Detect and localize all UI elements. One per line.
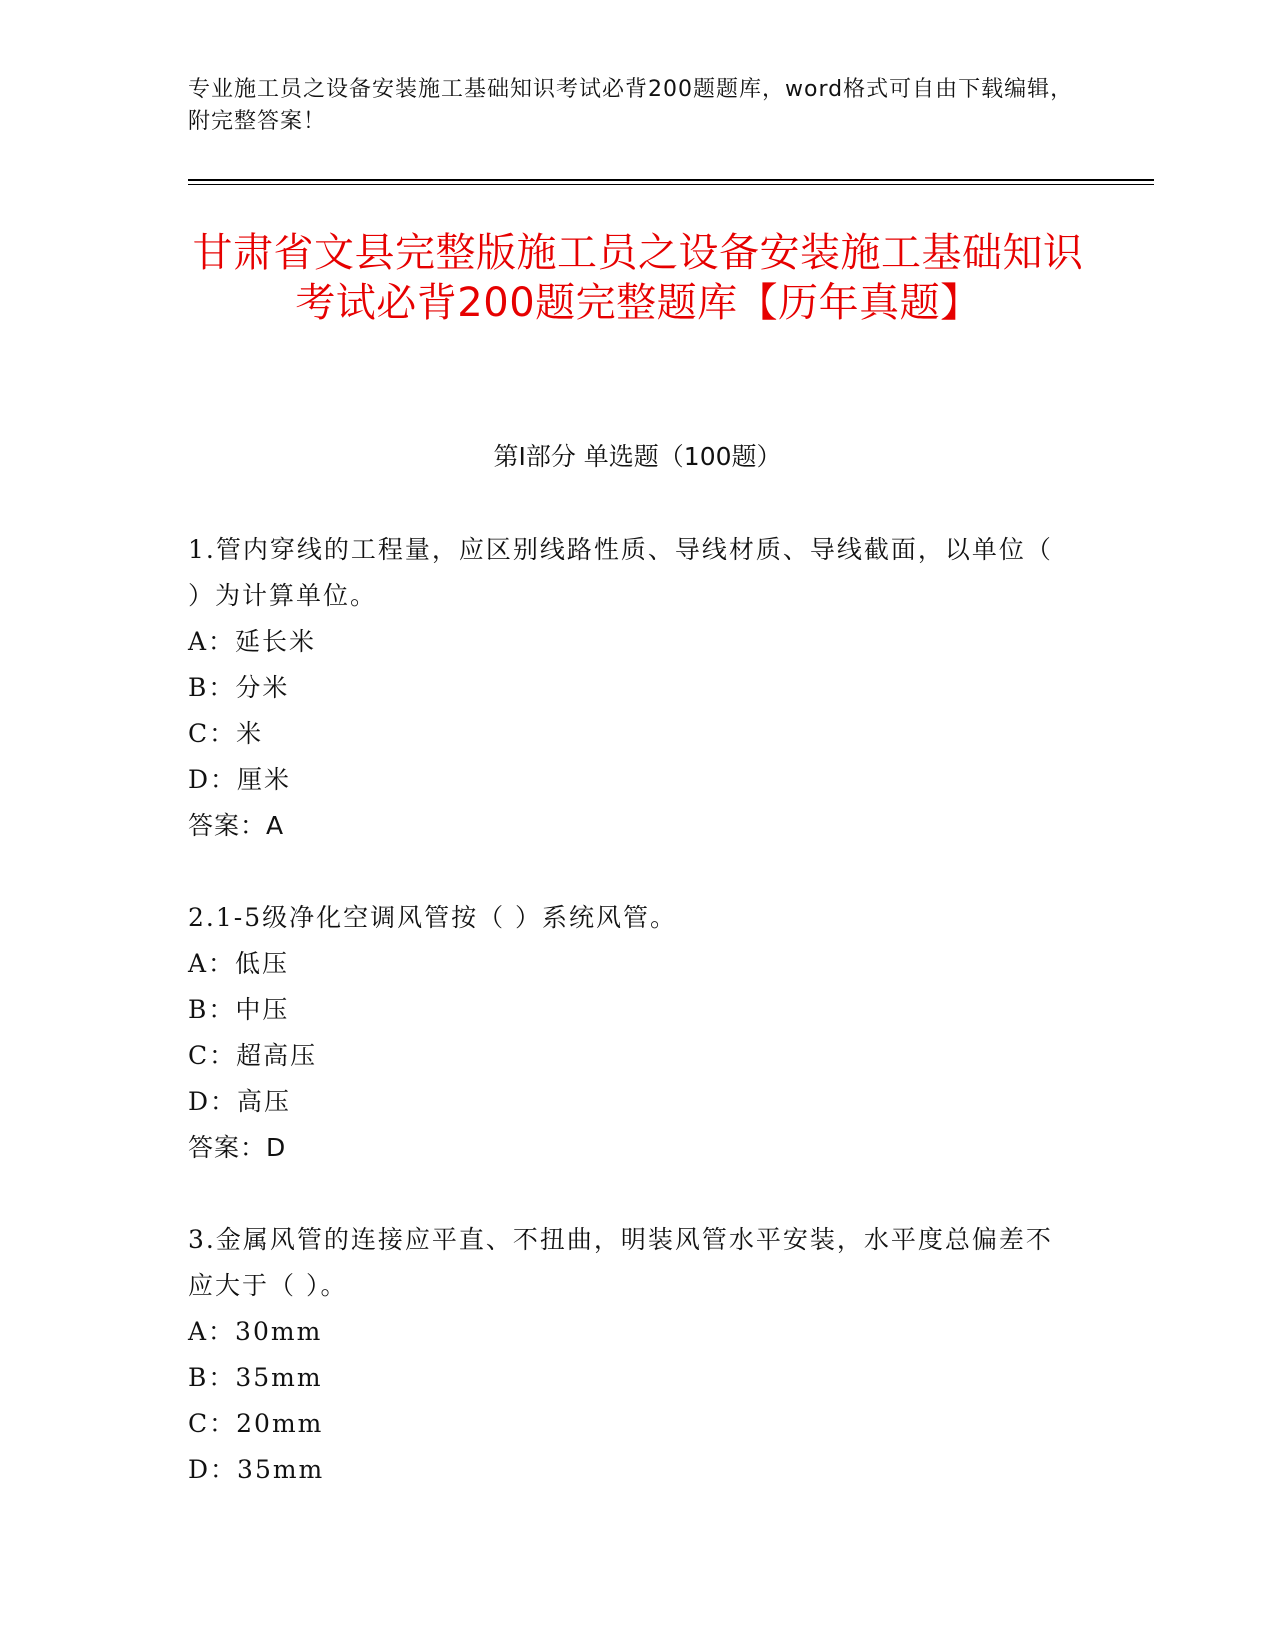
question-3 <box>188 1217 1068 1493</box>
option-c: C：20mm <box>188 1409 324 1438</box>
question-1 <box>188 527 1068 849</box>
option-a: A：低压 <box>188 949 290 978</box>
option-d: D：高压 <box>188 1087 292 1116</box>
option-b: B：35mm <box>188 1363 323 1392</box>
header-rule-thin <box>188 184 1154 185</box>
question-stem: 1.管内穿线的工程量，应区别线路性质、导线材质、导线截面，以单位（ ）为计算单位。 <box>188 535 1053 610</box>
question-list <box>188 527 1068 1493</box>
question-stem: 2.1-5级净化空调风管按（ ）系统风管。 <box>188 903 678 932</box>
answer: 答案：A <box>188 811 285 840</box>
option-d: D：35mm <box>188 1455 325 1484</box>
option-a: A：30mm <box>188 1317 323 1346</box>
section-title: 第I部分 单选题（100题） <box>493 442 782 471</box>
option-c: C：米 <box>188 719 264 748</box>
question-stem: 3.金属风管的连接应平直、不扭曲，明装风管水平安装，水平度总偏差不应大于（ ）。 <box>188 1225 1053 1300</box>
answer: 答案：D <box>188 1133 287 1162</box>
option-c: C：超高压 <box>188 1041 318 1070</box>
option-b: B：分米 <box>188 673 290 702</box>
document-title: 甘肃省文县完整版施工员之设备安装施工基础知识考试必背200题完整题库【历年真题】 <box>192 230 1084 326</box>
header-rule-thick <box>188 179 1154 181</box>
option-b: B：中压 <box>188 995 290 1024</box>
option-a: A：延长米 <box>188 627 317 656</box>
header-note: 专业施工员之设备安装施工基础知识考试必背200题题库，word格式可自由下载编辑，附完整答案！ <box>188 77 1074 134</box>
question-2 <box>188 895 1068 1171</box>
option-d: D：厘米 <box>188 765 292 794</box>
